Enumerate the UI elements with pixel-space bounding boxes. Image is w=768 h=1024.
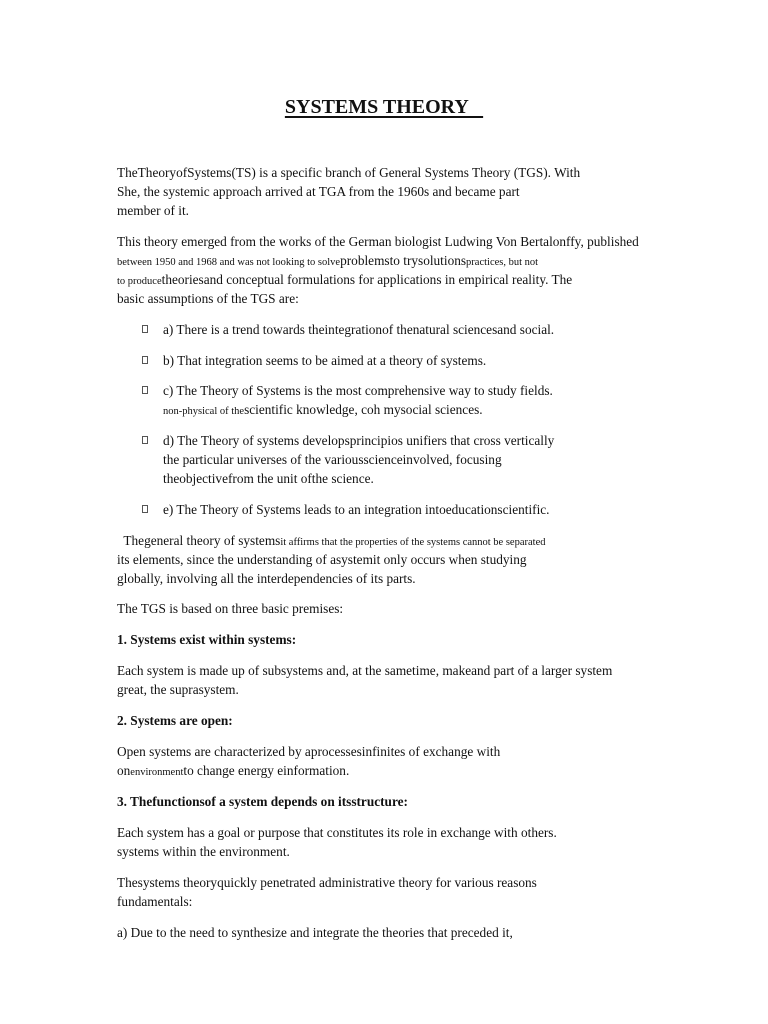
- text-line: between 1950 and 1968 and was not looking to solveproblemsto trysolutionspractices, but not: [117, 253, 539, 268]
- text-line: its elements, since the understanding of asystemit only occurs when studying: [117, 552, 527, 567]
- text-line: globally, involving all the interdependencies of its parts.: [117, 571, 416, 586]
- general-theory-paragraph: [117, 531, 677, 588]
- text-line: to producetheoriesand conceptual formulations for applications in empirical reality. The: [117, 272, 573, 287]
- text-line: great, the suprasystem.: [117, 682, 239, 697]
- premise-heading-2: 2. Systems are open:: [117, 713, 233, 728]
- bullet-item-e: e) The Theory of Systems leads to an integration intoeducationscientific.: [163, 502, 550, 517]
- text-line: Thegeneral theory of systemsit affirms that the properties of the systems cannot be separated: [117, 533, 546, 548]
- text-line: fundamentals:: [117, 894, 193, 909]
- document-title: SYSTEMS THEORY: [284, 96, 484, 118]
- premise-heading-3: 3. Thefunctionsof a system depends on itsstructure:: [117, 794, 408, 809]
- text-line: onenvironmentto change energy einformation.: [117, 763, 350, 778]
- text-line: TheTheoryofSystems(TS) is a specific branch of General Systems Theory (TGS). With: [117, 165, 581, 180]
- intro-paragraph: [117, 163, 677, 220]
- bullet-icon: [142, 500, 152, 519]
- bullet-item-d: d) The Theory of systems developsprincipios unifiers that cross vertically the particular universes of the variousscienceinvolved, focusing theobjectivefrom the unit ofthe science.: [163, 433, 555, 486]
- text-line: Thesystems theoryquickly penetrated administrative theory for various reasons: [117, 875, 537, 890]
- reason-item-a: a) Due to the need to synthesize and integrate the theories that preceded it,: [117, 925, 513, 940]
- text-line: Open systems are characterized by aprocessesinfinites of exchange with: [117, 744, 501, 759]
- premise-heading-1: 1. Systems exist within systems:: [117, 632, 297, 647]
- bullet-item-a: a) There is a trend towards theintegrationof thenatural sciencesand social.: [163, 322, 555, 337]
- text-line: systems within the environment.: [117, 844, 290, 859]
- premise-paragraph-2: [117, 742, 677, 780]
- bullet-icon: [142, 320, 152, 339]
- origin-paragraph: [117, 232, 677, 308]
- text-line: Each system is made up of subsystems and, at the sametime, makeand part of a larger system: [117, 663, 613, 678]
- text-line: Each system has a goal or purpose that constitutes its role in exchange with others.: [117, 825, 557, 840]
- premise-paragraph-3: [117, 823, 677, 861]
- text-line: basic assumptions of the TGS are:: [117, 291, 299, 306]
- bullet-item-c: c) The Theory of Systems is the most comprehensive way to study fields. non-physical of thescientific knowledge, coh mysocial sciences.: [163, 383, 553, 417]
- penetration-paragraph: [117, 873, 677, 911]
- premises-intro: The TGS is based on three basic premises:: [117, 601, 344, 616]
- bullet-item-b: b) That integration seems to be aimed at a theory of systems.: [163, 353, 487, 368]
- text-line: She, the systemic approach arrived at TGA from the 1960s and became part: [117, 184, 520, 199]
- bullet-icon: [142, 431, 152, 450]
- text-line: member of it.: [117, 203, 190, 218]
- text-line: This theory emerged from the works of the German biologist Ludwing Von Bertalonffy, published: [117, 234, 639, 249]
- bullet-icon: [142, 381, 152, 400]
- bullet-icon: [142, 351, 152, 370]
- premise-paragraph-1: [117, 661, 677, 699]
